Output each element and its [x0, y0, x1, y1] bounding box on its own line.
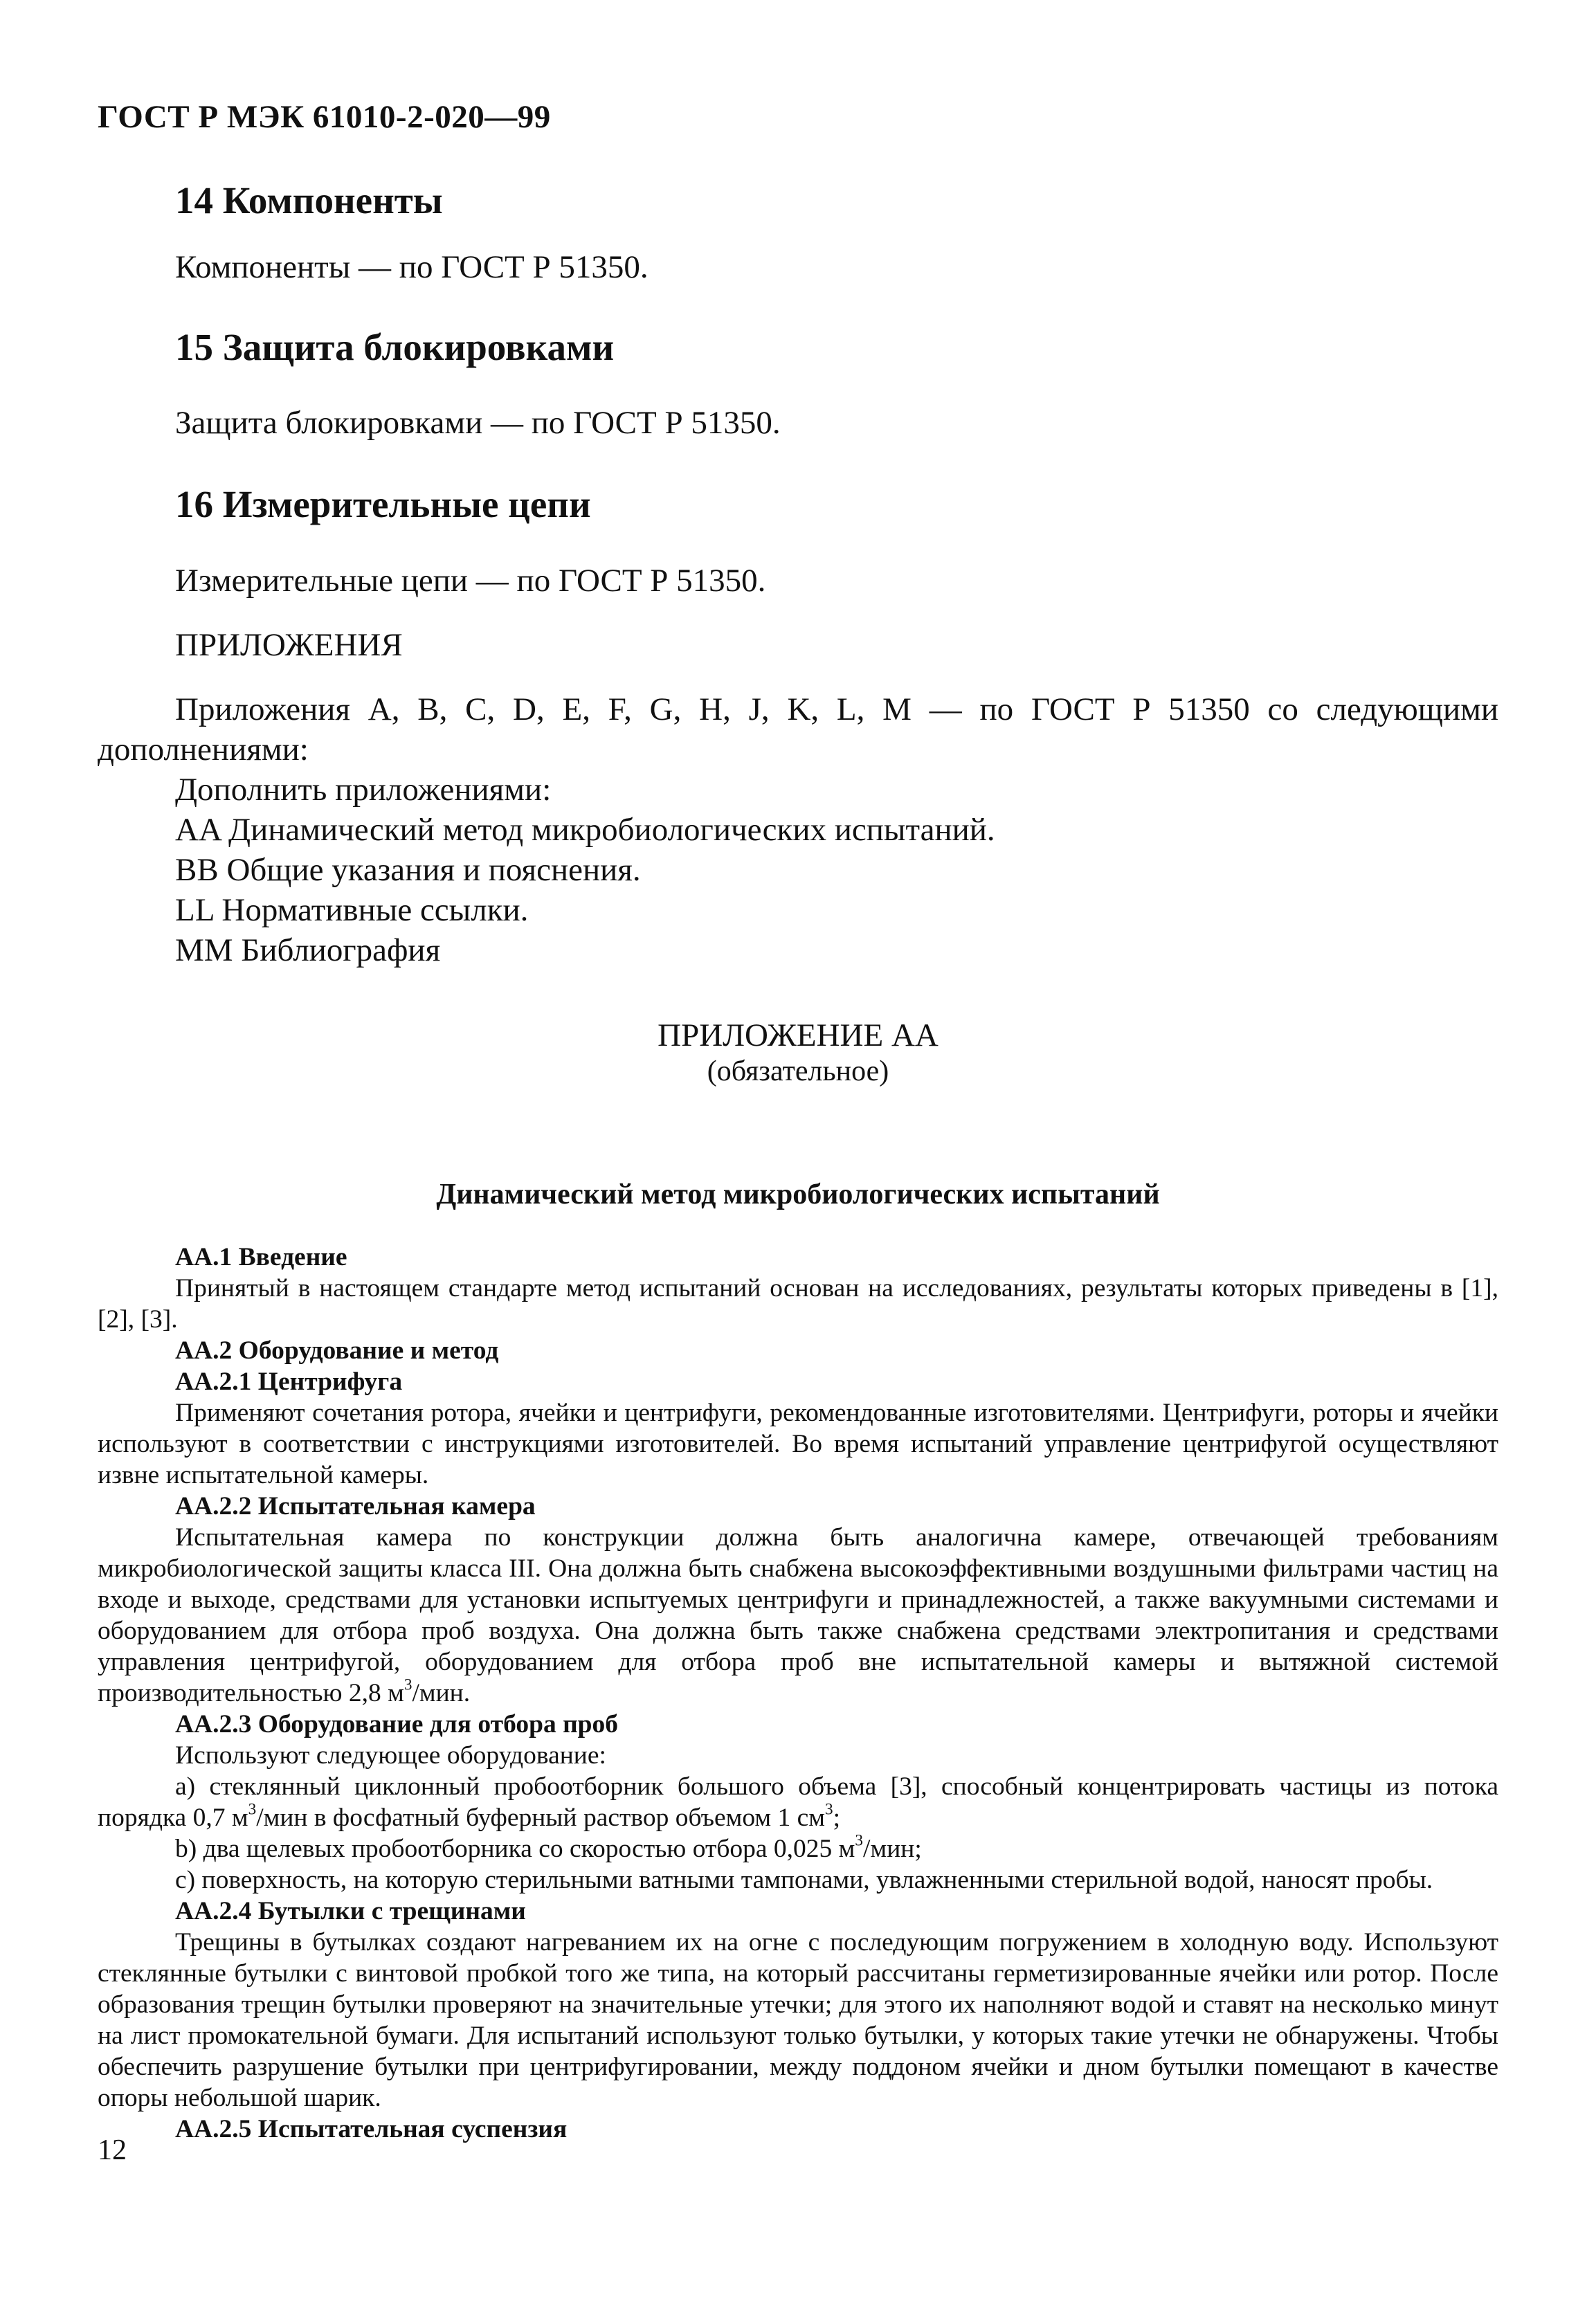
aa21-title: AA.2.1 Центрифуга	[175, 1368, 403, 1396]
section-15-text: Защита блокировками — по ГОСТ Р 51350.	[175, 405, 781, 441]
aa1-title: AA.1 Введение	[175, 1243, 347, 1271]
aa21-text: Применяют сочетания ротора, ячейки и центрифуги, рекомендованные изготовителями. Центрифуги, роторы и ячейки используют в соответствии с инструкциями изготовителей. Во время испытаний управление центрифугой осуществляют извне испытательной камеры.	[98, 1399, 1498, 1489]
appendices-paragraph: Приложения A, B, C, D, E, F, G, H, J, K, L, M — по ГОСТ Р 51350 со следующими дополнениями:	[98, 691, 1498, 768]
annex-title: ПРИЛОЖЕНИЕ AA	[658, 1017, 938, 1053]
aa23-text: Используют следующее оборудование:	[175, 1741, 606, 1770]
annex-body	[98, 1242, 1498, 2145]
appendices-item: LL Нормативные ссылки.	[175, 892, 529, 928]
aa22-title: AA.2.2 Испытательная камера	[175, 1492, 536, 1520]
aa2-title: AA.2 Оборудование и метод	[175, 1336, 499, 1365]
appendices-item: BB Общие указания и пояснения.	[175, 852, 641, 888]
aa22-text: Испытательная камера по конструкции должна быть аналогична камере, отвечающей требованиям микробиологической защиты класса III. Она должна быть снабжена высокоэффективными воздушными фильтрами частиц на входе и выходе, средствами для установки испытуемых центрифуги и принадлежностей, а также вакуумными системами и оборудованием для отбора проб воздуха. Она должна быть также снабжена средствами электропитания и средствами управления центрифугой, оборудованием для отбора проб вне испытательной камеры и вытяжной системой производительностью 2,8 $м^3$/мин.	[98, 1523, 1498, 1707]
section-15-title: 15 Защита блокировками	[175, 326, 615, 368]
aa23-item-b: b) два щелевых пробоотборника со скоростью отбора 0,025 $м^3$/мин;	[175, 1831, 922, 1863]
section-16-text: Измерительные цепи — по ГОСТ Р 51350.	[175, 563, 766, 599]
appendices-heading: ПРИЛОЖЕНИЯ	[175, 627, 403, 663]
aa24-text: Трещины в бутылках создают нагреванием их на огне с последующим погружением в холодную воду. Используют стеклянные бутылки с винтовой пробкой того же типа, на который рассчитаны герметизированные ячейки или ротор. После образования трещин бутылки проверяют на значительные утечки; для этого их наполняют водой и ставят на несколько минут на лист промокательной бумаги. Для испытаний используют только бутылки, у которых такие утечки не обнаружены. Чтобы обеспечить разрушение бутылки при центрифугировании, между поддоном ячейки и дном бутылки помещают в качестве опоры небольшой шарик.	[98, 1928, 1498, 2112]
appendices-block	[98, 689, 1498, 970]
page-number: 12	[98, 2134, 127, 2166]
aa23-item-c: с) поверхность, на которую стерильными ватными тампонами, увлажненными стерильной водой, наносят пробы.	[175, 1866, 1433, 1894]
appendices-item: Дополнить приложениями:	[175, 772, 552, 808]
appendices-item: MM Библиография	[175, 932, 441, 968]
aa25-title: AA.2.5 Испытательная суспензия	[175, 2115, 568, 2143]
annex-title-block	[98, 1017, 1498, 1089]
aa24-title: AA.2.4 Бутылки с трещинами	[175, 1897, 526, 1925]
aa23-title: AA.2.3 Оборудование для отбора проб	[175, 1710, 619, 1739]
aa23-item-a: а) стеклянный циклонный пробоотборник большого объема [3], способный концентрировать частицы из потока порядка 0,7 $м^3$/мин в фосфатный буферный раствор объемом 1 $см^3$;	[98, 1772, 1498, 1832]
annex-heading: Динамический метод микробиологических испытаний	[436, 1179, 1160, 1210]
section-14-text: Компоненты — по ГОСТ Р 51350.	[175, 249, 649, 285]
aa1-text: Принятый в настоящем стандарте метод испытаний основан на исследованиях, результаты которых приведены в [1], [2], [3].	[98, 1274, 1498, 1334]
document-header: ГОСТ Р МЭК 61010-2-020—99	[98, 99, 551, 135]
annex-subtitle: (обязательное)	[707, 1055, 889, 1087]
section-16-title: 16 Измерительные цепи	[175, 483, 591, 525]
section-14-title: 14 Компоненты	[175, 179, 443, 221]
appendices-item: AA Динамический метод микробиологических испытаний.	[175, 812, 995, 848]
